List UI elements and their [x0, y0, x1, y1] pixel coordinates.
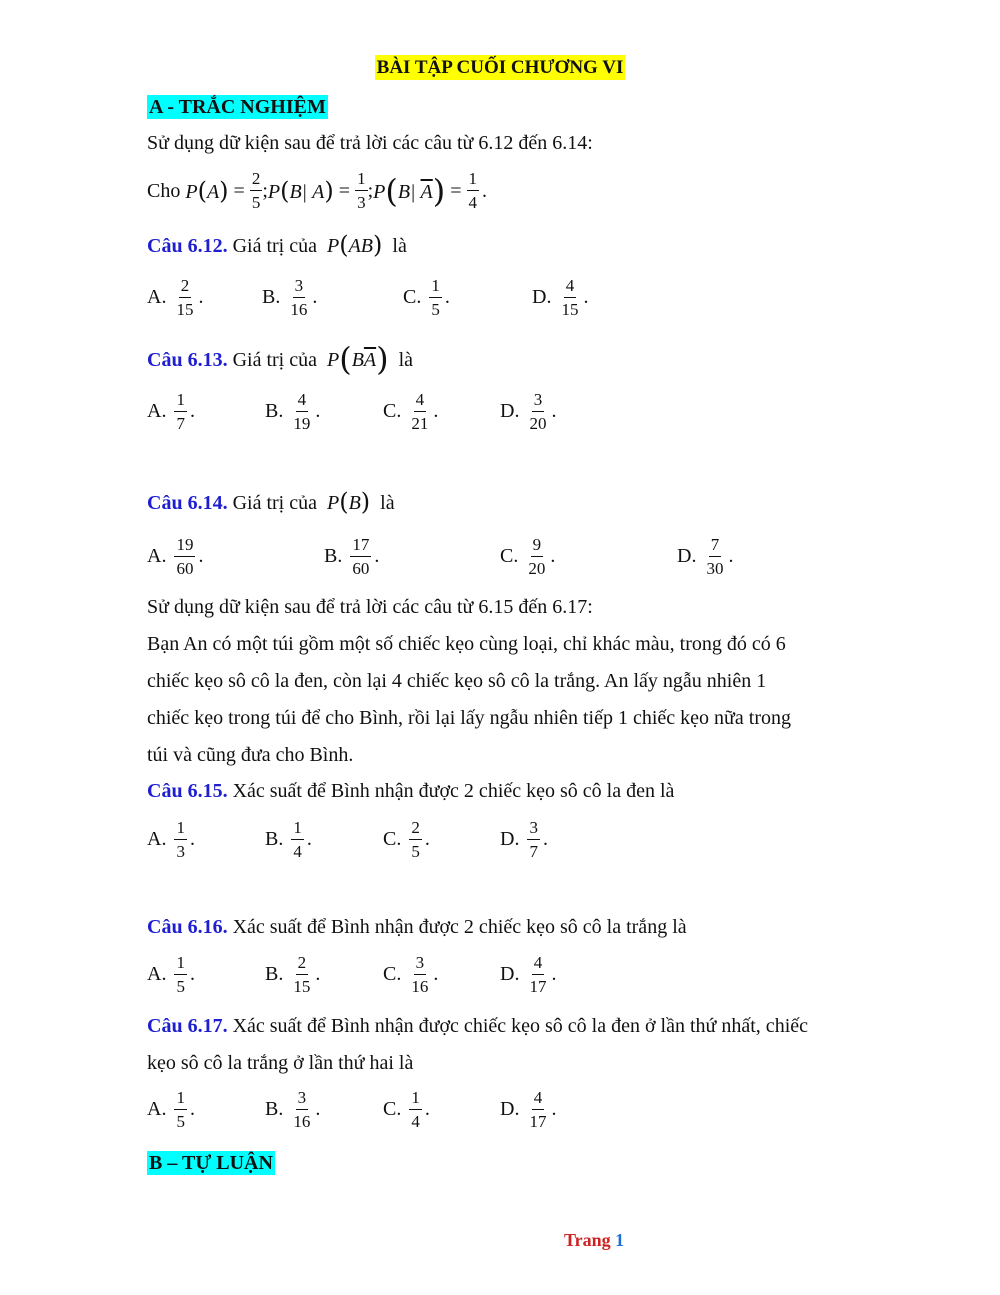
option-c[interactable]: C. $\frac{3}{16}$ .: [383, 953, 439, 996]
option-d[interactable]: D. $\frac{4}{15}$ .: [532, 276, 589, 319]
option-a[interactable]: A. $\frac{2}{15}$ .: [147, 276, 204, 319]
question-6-12: Câu 6.12. Giá trị của P(AB) là: [147, 231, 407, 259]
fraction: $\frac{1}{4}$: [468, 169, 478, 212]
question-6-15: Câu 6.15. Xác suất để Bình nhận được 2 chiếc kẹo sô cô la đen là: [147, 780, 675, 802]
question-6-17: Câu 6.17. Xác suất để Bình nhận được chiếc kẹo sô cô la đen ở lần thứ nhất, chiếc: [147, 1015, 808, 1037]
question-6-14: Câu 6.14. Giá trị của P(B) là: [147, 488, 395, 516]
story-line: Bạn An có một túi gồm một số chiếc kẹo cùng loại, chỉ khác màu, trong đó có 6: [147, 633, 786, 655]
option-d[interactable]: D. $\frac{7}{30}$ .: [677, 535, 734, 578]
option-b[interactable]: B. $\frac{3}{16}$ .: [262, 276, 318, 319]
option-a[interactable]: A. $\frac{1}{3}$ .: [147, 818, 195, 861]
page-footer: [564, 1230, 624, 1251]
story-line: chiếc kẹo sô cô la đen, còn lại 4 chiếc kẹo sô cô la trắng. An lấy ngẫu nhiên 1: [147, 670, 767, 692]
question-label: Câu 6.12.: [147, 235, 228, 257]
question-6-13: Câu 6.13. Giá trị của $P(B\overline{A})$ là: [147, 340, 414, 378]
option-a[interactable]: A. $\frac{1}{5}$ .: [147, 1088, 195, 1131]
option-c[interactable]: C. $\frac{1}{5}$ .: [403, 276, 450, 319]
option-c[interactable]: C. $\frac{2}{5}$ .: [383, 818, 430, 861]
option-b[interactable]: B. $\frac{4}{19}$ .: [265, 390, 321, 433]
story-line: chiếc kẹo trong túi để cho Bình, rồi lại lấy ngẫu nhiên tiếp 1 chiếc kẹo nữa trong: [147, 707, 791, 729]
question-6-16: Câu 6.16. Xác suất để Bình nhận được 2 chiếc kẹo sô cô la trắng là: [147, 916, 687, 938]
question-label: Câu 6.16.: [147, 916, 228, 938]
option-d[interactable]: D. $\frac{4}{17}$ .: [500, 953, 557, 996]
option-c[interactable]: C. $\frac{4}{21}$ .: [383, 390, 439, 433]
option-d[interactable]: D. $\frac{4}{17}$ .: [500, 1088, 557, 1131]
fraction: $\frac{2}{5}$: [251, 169, 261, 212]
given-probabilities: Cho P(A) = $\frac{2}{5}$ ; P(B| A) = $\frac{1}{3}$ ; P(B| $\overline{A}$) = $\frac{1}{4}$ .: [147, 169, 488, 212]
intro-615-617: Sử dụng dữ kiện sau để trả lời các câu từ 6.15 đến 6.17:: [147, 596, 593, 618]
option-d[interactable]: D. $\frac{3}{20}$ .: [500, 390, 557, 433]
option-c[interactable]: C. $\frac{9}{20}$ .: [500, 535, 556, 578]
question-6-17-cont: kẹo sô cô la trắng ở lần thứ hai là: [147, 1052, 414, 1074]
option-a[interactable]: A. $\frac{1}{7}$ .: [147, 390, 195, 433]
cho-label: Cho: [147, 179, 181, 202]
question-label: Câu 6.14.: [147, 492, 228, 514]
option-a[interactable]: A. $\frac{19}{60}$ .: [147, 535, 204, 578]
option-b[interactable]: B. $\frac{3}{16}$ .: [265, 1088, 321, 1131]
question-label: Câu 6.13.: [147, 349, 228, 371]
fraction: $\frac{1}{3}$: [357, 169, 366, 212]
option-b[interactable]: B. $\frac{1}{4}$ .: [265, 818, 312, 861]
page-number: 1: [615, 1230, 625, 1250]
option-a[interactable]: A. $\frac{1}{5}$ .: [147, 953, 195, 996]
page-title: BÀI TẬP CUỐI CHƯƠNG VI: [376, 57, 624, 78]
story-line: túi và cũng đưa cho Bình.: [147, 744, 354, 766]
intro-612-614: Sử dụng dữ kiện sau để trả lời các câu từ 6.12 đến 6.14:: [147, 132, 593, 154]
option-c[interactable]: C. $\frac{1}{4}$ .: [383, 1088, 430, 1131]
question-label: Câu 6.15.: [147, 780, 228, 802]
option-b[interactable]: B. $\frac{17}{60}$ .: [324, 535, 380, 578]
question-label: Câu 6.17.: [147, 1015, 228, 1037]
section-a-heading: A - TRẮC NGHIỆM: [149, 96, 326, 118]
option-b[interactable]: B. $\frac{2}{15}$ .: [265, 953, 321, 996]
option-d[interactable]: D. $\frac{3}{7}$ .: [500, 818, 548, 861]
page-word: Trang: [564, 1230, 611, 1250]
section-b-heading: B – TỰ LUẬN: [149, 1152, 273, 1174]
